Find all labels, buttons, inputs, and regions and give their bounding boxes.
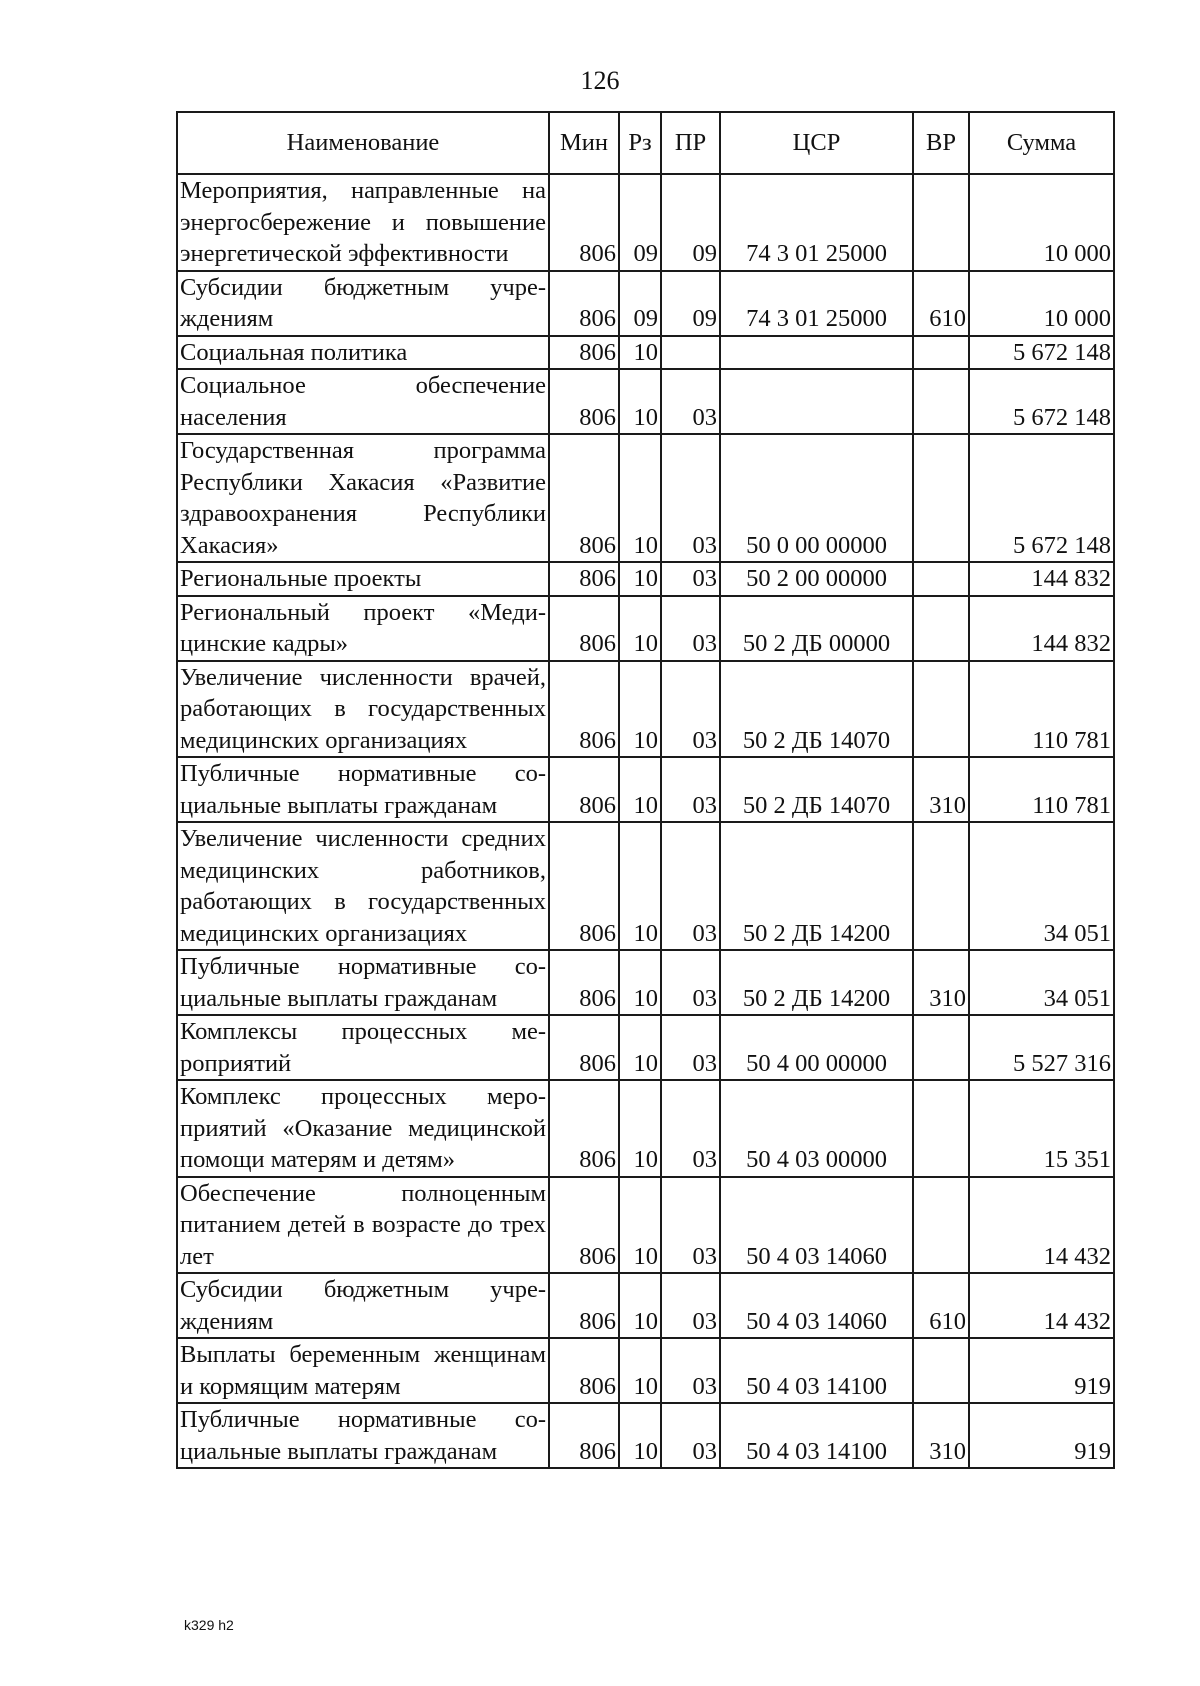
cell-sum: 15 351 xyxy=(969,1080,1114,1177)
cell-rz: 10 xyxy=(619,1338,661,1403)
cell-csr: 50 2 ДБ 14200 xyxy=(720,950,913,1015)
cell-csr: 50 2 00 00000 xyxy=(720,562,913,596)
cell-name: Публичные нормативные социальные выплаты гражданам xyxy=(177,757,549,822)
cell-min: 806 xyxy=(549,1177,619,1274)
cell-rz: 09 xyxy=(619,174,661,271)
cell-vr xyxy=(913,1177,969,1274)
footer-code: k329 h2 xyxy=(184,1617,234,1633)
cell-rz: 10 xyxy=(619,596,661,661)
cell-rz: 09 xyxy=(619,271,661,336)
cell-rz: 10 xyxy=(619,822,661,950)
cell-csr: 50 4 03 00000 xyxy=(720,1080,913,1177)
cell-pr: 03 xyxy=(661,1338,720,1403)
table-row xyxy=(177,596,1114,661)
cell-name: Субсидии бюджетным учреждениям xyxy=(177,271,549,336)
table-row xyxy=(177,1080,1114,1177)
table-row xyxy=(177,336,1114,370)
cell-sum: 144 832 xyxy=(969,562,1114,596)
cell-name: Обеспечение полноценным питанием детей в возрасте до трех лет xyxy=(177,1177,549,1274)
cell-sum: 919 xyxy=(969,1403,1114,1468)
header-min: Мин xyxy=(549,112,619,174)
cell-sum: 110 781 xyxy=(969,757,1114,822)
cell-sum: 110 781 xyxy=(969,661,1114,758)
cell-sum: 34 051 xyxy=(969,950,1114,1015)
page-number: 126 xyxy=(580,66,620,95)
table-header-row xyxy=(177,112,1114,174)
cell-pr: 03 xyxy=(661,369,720,434)
cell-vr xyxy=(913,1015,969,1080)
table-row xyxy=(177,271,1114,336)
cell-vr: 610 xyxy=(913,271,969,336)
table-row xyxy=(177,434,1114,562)
table-row xyxy=(177,822,1114,950)
cell-pr: 03 xyxy=(661,661,720,758)
table-row xyxy=(177,1177,1114,1274)
cell-min: 806 xyxy=(549,1015,619,1080)
cell-pr: 03 xyxy=(661,562,720,596)
budget-table xyxy=(176,111,1115,1469)
cell-name: Выплаты беременным женщинам и кормящим матерям xyxy=(177,1338,549,1403)
cell-min: 806 xyxy=(549,1403,619,1468)
cell-pr: 09 xyxy=(661,174,720,271)
header-csr: ЦСР xyxy=(720,112,913,174)
cell-csr: 50 2 ДБ 14070 xyxy=(720,757,913,822)
cell-vr xyxy=(913,822,969,950)
header-pr: ПР xyxy=(661,112,720,174)
cell-name: Увеличение численности врачей, работающих в государственных медицинских организациях xyxy=(177,661,549,758)
table-row xyxy=(177,757,1114,822)
cell-rz: 10 xyxy=(619,1177,661,1274)
cell-name: Публичные нормативные социальные выплаты гражданам xyxy=(177,950,549,1015)
header-vr: ВР xyxy=(913,112,969,174)
cell-vr xyxy=(913,1080,969,1177)
table-row xyxy=(177,950,1114,1015)
cell-pr: 03 xyxy=(661,757,720,822)
cell-csr: 50 4 03 14060 xyxy=(720,1177,913,1274)
cell-min: 806 xyxy=(549,822,619,950)
cell-csr xyxy=(720,336,913,370)
cell-name: Публичные нормативные социальные выплаты гражданам xyxy=(177,1403,549,1468)
cell-pr: 03 xyxy=(661,1403,720,1468)
cell-csr: 74 3 01 25000 xyxy=(720,174,913,271)
cell-csr: 50 2 ДБ 14200 xyxy=(720,822,913,950)
cell-pr: 03 xyxy=(661,434,720,562)
cell-min: 806 xyxy=(549,336,619,370)
cell-vr: 610 xyxy=(913,1273,969,1338)
header-name: Наименование xyxy=(177,112,549,174)
cell-csr xyxy=(720,369,913,434)
cell-csr: 50 4 03 14060 xyxy=(720,1273,913,1338)
cell-min: 806 xyxy=(549,1338,619,1403)
cell-vr xyxy=(913,369,969,434)
cell-rz: 10 xyxy=(619,434,661,562)
cell-min: 806 xyxy=(549,596,619,661)
cell-rz: 10 xyxy=(619,1015,661,1080)
cell-sum: 5 672 148 xyxy=(969,336,1114,370)
cell-pr: 03 xyxy=(661,1015,720,1080)
cell-name: Региональные проекты xyxy=(177,562,549,596)
cell-name: Субсидии бюджетным учреждениям xyxy=(177,1273,549,1338)
cell-sum: 34 051 xyxy=(969,822,1114,950)
cell-name: Увеличение численности средних медицинских работников, работающих в государственных медицинских организациях xyxy=(177,822,549,950)
table-row xyxy=(177,1015,1114,1080)
cell-pr: 03 xyxy=(661,1080,720,1177)
cell-sum: 14 432 xyxy=(969,1273,1114,1338)
table-row xyxy=(177,369,1114,434)
cell-sum: 919 xyxy=(969,1338,1114,1403)
cell-name: Комплекс процессных мероприятий «Оказание медицинской помощи матерям и детям» xyxy=(177,1080,549,1177)
cell-csr: 50 4 03 14100 xyxy=(720,1338,913,1403)
cell-min: 806 xyxy=(549,1273,619,1338)
cell-vr: 310 xyxy=(913,950,969,1015)
cell-sum: 14 432 xyxy=(969,1177,1114,1274)
cell-sum: 5 672 148 xyxy=(969,434,1114,562)
cell-rz: 10 xyxy=(619,369,661,434)
cell-sum: 5 672 148 xyxy=(969,369,1114,434)
cell-vr xyxy=(913,174,969,271)
cell-pr: 09 xyxy=(661,271,720,336)
table-row xyxy=(177,562,1114,596)
cell-vr xyxy=(913,661,969,758)
cell-pr: 03 xyxy=(661,1273,720,1338)
cell-vr xyxy=(913,562,969,596)
cell-pr xyxy=(661,336,720,370)
cell-rz: 10 xyxy=(619,1403,661,1468)
table-row xyxy=(177,661,1114,758)
header-rz: Рз xyxy=(619,112,661,174)
cell-sum: 5 527 316 xyxy=(969,1015,1114,1080)
cell-csr: 50 2 ДБ 14070 xyxy=(720,661,913,758)
cell-min: 806 xyxy=(549,661,619,758)
table-row xyxy=(177,174,1114,271)
cell-csr: 50 4 00 00000 xyxy=(720,1015,913,1080)
cell-rz: 10 xyxy=(619,757,661,822)
cell-rz: 10 xyxy=(619,661,661,758)
cell-vr xyxy=(913,336,969,370)
cell-pr: 03 xyxy=(661,950,720,1015)
cell-min: 806 xyxy=(549,434,619,562)
cell-rz: 10 xyxy=(619,562,661,596)
cell-name: Мероприятия, направленные на энергосбережение и повышение энергетической эффективности xyxy=(177,174,549,271)
table-row xyxy=(177,1403,1114,1468)
table-row xyxy=(177,1273,1114,1338)
cell-name: Региональный проект «Медицинские кадры» xyxy=(177,596,549,661)
cell-pr: 03 xyxy=(661,596,720,661)
table-row xyxy=(177,1338,1114,1403)
cell-min: 806 xyxy=(549,271,619,336)
cell-min: 806 xyxy=(549,950,619,1015)
cell-sum: 144 832 xyxy=(969,596,1114,661)
cell-pr: 03 xyxy=(661,1177,720,1274)
cell-sum: 10 000 xyxy=(969,271,1114,336)
cell-vr xyxy=(913,434,969,562)
cell-name: Социальная политика xyxy=(177,336,549,370)
cell-csr: 50 0 00 00000 xyxy=(720,434,913,562)
cell-vr xyxy=(913,596,969,661)
cell-rz: 10 xyxy=(619,950,661,1015)
cell-pr: 03 xyxy=(661,822,720,950)
cell-rz: 10 xyxy=(619,1080,661,1177)
header-sum: Сумма xyxy=(969,112,1114,174)
cell-min: 806 xyxy=(549,174,619,271)
cell-vr: 310 xyxy=(913,1403,969,1468)
cell-sum: 10 000 xyxy=(969,174,1114,271)
cell-name: Государственная программа Республики Хакасия «Развитие здравоохранения Республики Хакасия» xyxy=(177,434,549,562)
cell-csr: 74 3 01 25000 xyxy=(720,271,913,336)
cell-min: 806 xyxy=(549,369,619,434)
cell-rz: 10 xyxy=(619,1273,661,1338)
cell-csr: 50 2 ДБ 00000 xyxy=(720,596,913,661)
cell-csr: 50 4 03 14100 xyxy=(720,1403,913,1468)
cell-rz: 10 xyxy=(619,336,661,370)
cell-name: Социальное обеспечение населения xyxy=(177,369,549,434)
cell-min: 806 xyxy=(549,1080,619,1177)
cell-name: Комплексы процессных мероприятий xyxy=(177,1015,549,1080)
cell-vr xyxy=(913,1338,969,1403)
cell-min: 806 xyxy=(549,562,619,596)
cell-min: 806 xyxy=(549,757,619,822)
table-body xyxy=(177,174,1114,1468)
cell-vr: 310 xyxy=(913,757,969,822)
